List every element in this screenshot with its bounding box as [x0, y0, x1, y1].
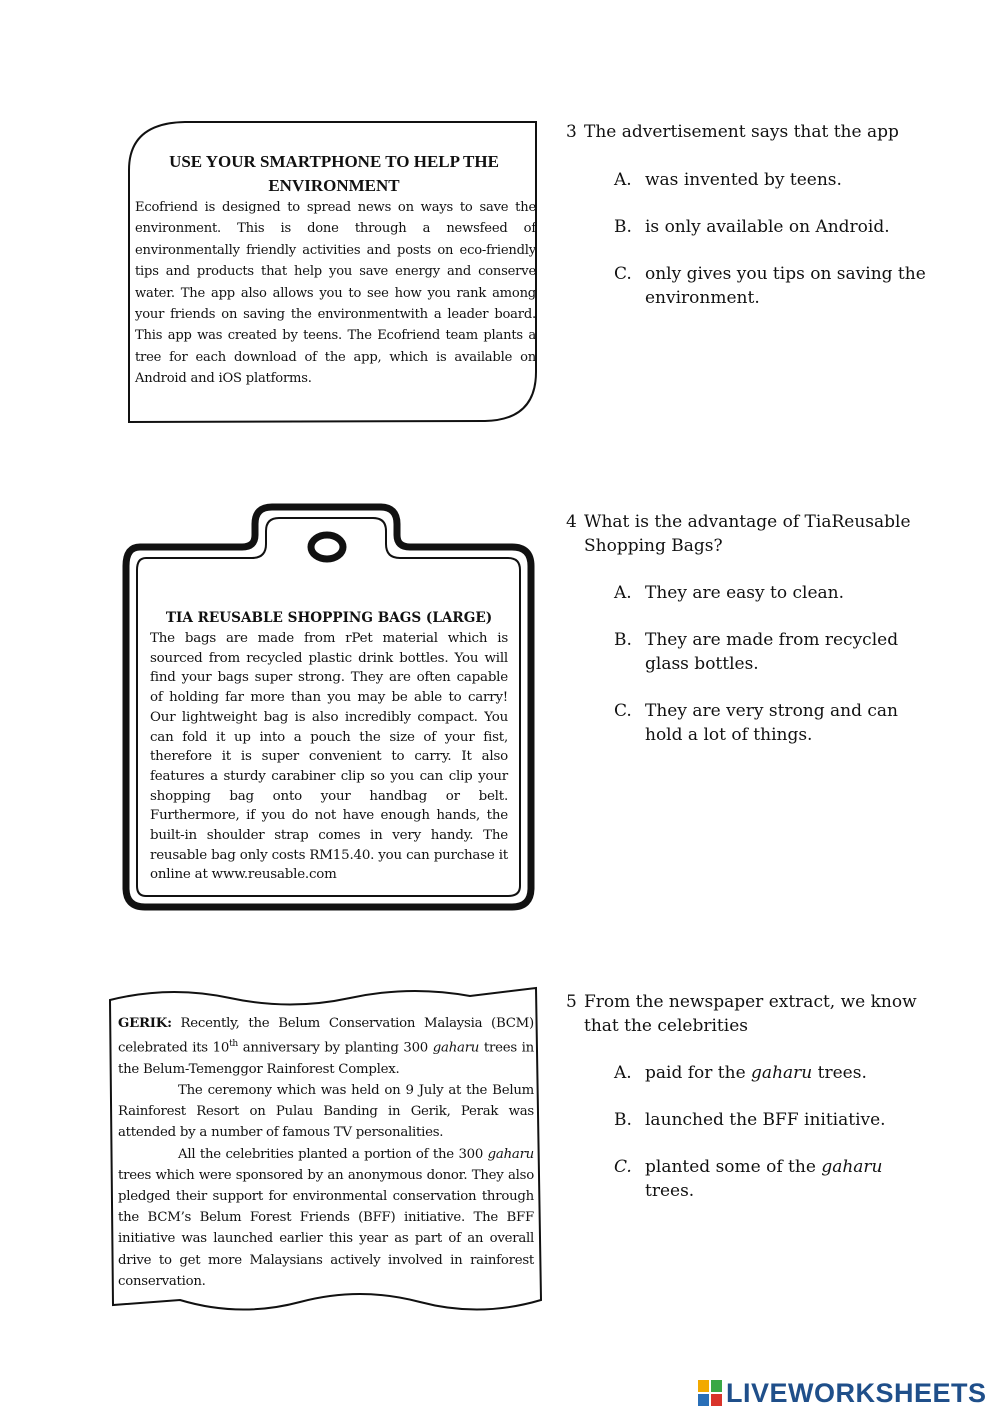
option-letter: A.: [614, 583, 632, 603]
question-5-option-c[interactable]: [614, 1156, 934, 1203]
newspaper-paragraph-1: [118, 1013, 534, 1080]
option-letter: B.: [614, 217, 632, 237]
text-span: anniversary by planting 300: [237, 1040, 433, 1056]
question-number: 5: [566, 992, 577, 1012]
logo-text: LIVEWORKSHEETS: [726, 1377, 987, 1408]
newspaper-extract: [118, 1013, 534, 1292]
newspaper-lead: GERIK:: [118, 1016, 172, 1031]
option-letter: C.: [614, 264, 632, 284]
option-letter: C.: [614, 1157, 632, 1177]
text-span: paid for the: [645, 1063, 752, 1083]
option-text: [645, 1156, 934, 1203]
option-letter: C.: [614, 701, 632, 721]
question-3-stem: [566, 121, 936, 145]
question-5-option-b[interactable]: [614, 1109, 934, 1133]
text-span: planted some of the: [645, 1157, 822, 1177]
superscript: th: [229, 1039, 238, 1050]
question-3-option-b[interactable]: [614, 216, 934, 240]
question-5-option-a[interactable]: [614, 1062, 934, 1086]
question-number: 3: [566, 122, 577, 142]
text-span: Recently, the Belum Conservation Malaysia (BCM) celebrated its 10: [118, 1016, 534, 1056]
question-3-option-a[interactable]: [614, 169, 934, 193]
question-5-stem: [566, 991, 936, 1038]
question-text: The advertisement says that the app: [584, 122, 899, 142]
option-text: [645, 1062, 934, 1086]
italic-term: gaharu: [751, 1063, 813, 1083]
option-text: They are easy to clean.: [645, 583, 844, 603]
option-letter: A.: [614, 170, 632, 190]
option-text: They are very strong and can hold a lot of things.: [645, 701, 899, 745]
option-text: launched the BFF initiative.: [645, 1110, 886, 1130]
advert-title: USE YOUR SMARTPHONE TO HELP THE ENVIRONMENT: [169, 152, 499, 195]
liveworksheets-logo: [698, 1378, 987, 1408]
italic-term: gaharu: [821, 1157, 883, 1177]
text-span: trees.: [812, 1063, 867, 1083]
newspaper-paragraph-2: The ceremony which was held on 9 July at the Belum Rainforest Resort on Pulau Banding in Gerik, Perak was attended by a number of famous TV personalities.: [118, 1083, 534, 1141]
question-text: From the newspaper extract, we know that the celebrities: [584, 992, 917, 1036]
italic-term: gaharu: [487, 1146, 534, 1162]
question-3-option-c[interactable]: [614, 263, 934, 310]
option-text: was invented by teens.: [645, 170, 842, 190]
option-text: They are made from recycled glass bottles.: [645, 630, 899, 674]
question-4-option-b[interactable]: [614, 629, 934, 676]
option-letter: B.: [614, 630, 632, 650]
question-number: 4: [566, 512, 577, 532]
option-letter: B.: [614, 1110, 632, 1130]
text-span: All the celebrities planted a portion of the 300: [178, 1146, 488, 1162]
question-text: What is the advantage of TiaReusable Shopping Bags?: [584, 512, 911, 556]
question-4-stem: [566, 511, 936, 558]
logo-mark-icon: [698, 1380, 722, 1406]
advert-body: Ecofriend is designed to spread news on ways to save the environment. This is done through a newsfeed of environmentally friendly activities and posts on eco-friendly tips and products that help you save energy and conserve water. The app also allows you to see how you rank among your friends on saving the environmentwith a leader board. This app was created by teens. The Ecofriend team plants a tree for each download of the app, which is available on Android and iOS platforms.: [135, 200, 536, 387]
text-span: trees.: [645, 1180, 695, 1201]
italic-term: gaharu: [432, 1040, 480, 1056]
clipboard-body: The bags are made from rPet material which is sourced from recycled plastic drink bottles. You will find your bags super strong. They are often capable of holding far more than you may be able to carry! Our lightweight bag is also incredibly compact. You can fold it up into a pouch the size of your fist, therefore it is super convenient to carry. It also features a sturdy carabiner clip so you can clip your shopping bag onto your handbag or belt. Furthermore, if you do not have enough hands, the built-in shoulder strap comes in very handy. The reusable bag only costs RM15.40. you can purchase it online at www.reusable.com: [150, 631, 508, 883]
question-4-option-c[interactable]: [614, 700, 934, 747]
newspaper-paragraph-3: [118, 1144, 534, 1292]
option-letter: A.: [614, 1063, 632, 1083]
option-text: only gives you tips on saving the environment.: [645, 264, 926, 308]
clipboard-hole: [311, 535, 343, 559]
option-text: is only available on Android.: [645, 217, 890, 237]
text-span: trees in the Belum-Temenggor Rainforest Complex.: [118, 1040, 534, 1077]
question-4-option-a[interactable]: [614, 582, 934, 606]
text-span: trees which were sponsored by an anonymous donor. They also pledged their support for environmental conservation through the BCM’s Belum Forest Friends (BFF) initiative. The BFF initiative was launched earlier this year as part of an overall drive to get more Malaysians actively involved in rainforest conservation.: [118, 1167, 534, 1289]
clipboard-title: TIA REUSABLE SHOPPING BAGS (LARGE): [165, 610, 493, 626]
